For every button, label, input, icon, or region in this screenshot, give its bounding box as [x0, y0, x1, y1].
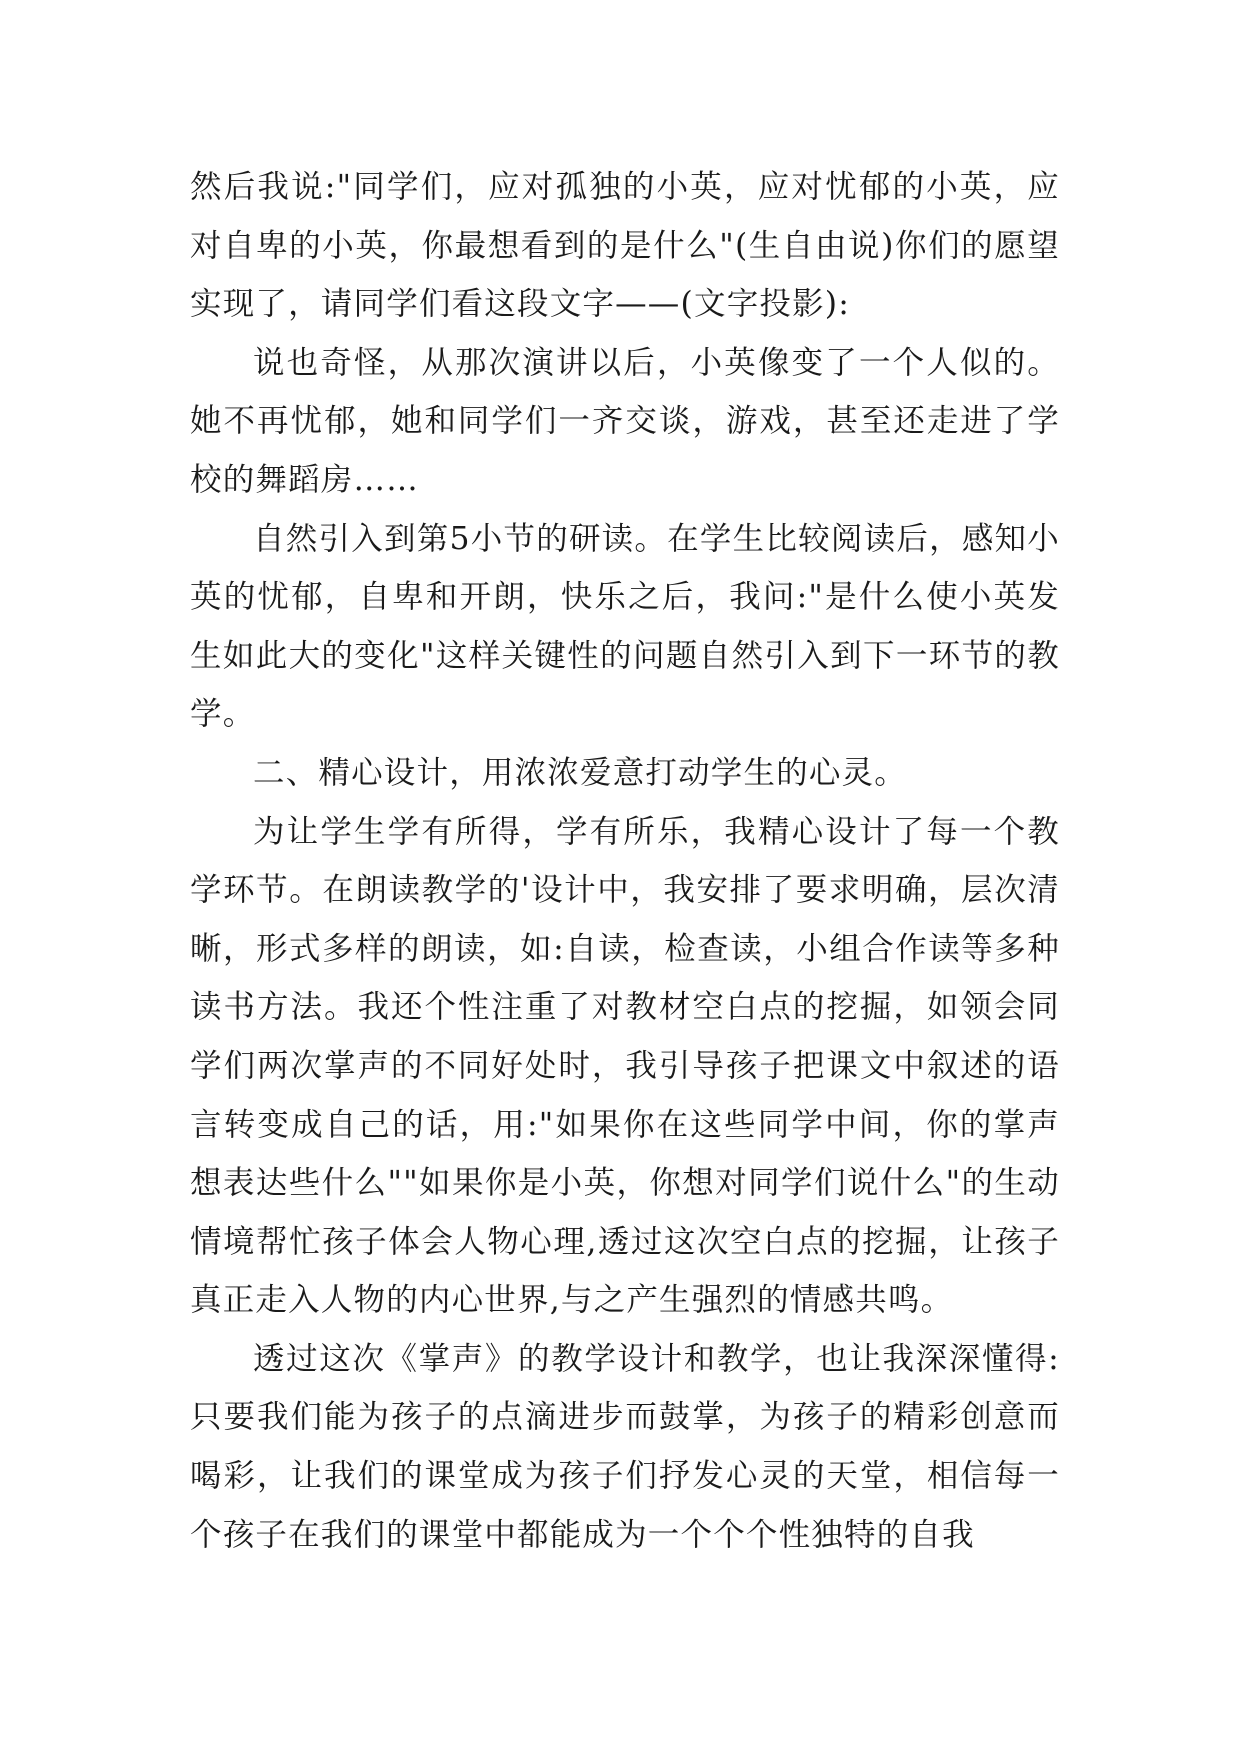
paragraph-quote: 说也奇怪，从那次演讲以后，小英像变了一个人似的。她不再忧郁，她和同学们一齐交谈，游戏，甚至还走进了学校的舞蹈房…… [190, 344, 1060, 498]
paragraph-conclusion: 透过这次《掌声》的教学设计和教学，也让我深深懂得:只要我们能为孩子的点滴进步而鼓掌，为孩子的精彩创意而喝彩，让我们的课堂成为孩子们抒发心灵的天堂，相信每一个孩子在我们的课堂中都能成为一个个个性独特的自我 [190, 1340, 1060, 1553]
section-heading: 二、精心设计，用浓浓爱意打动学生的心灵。 [253, 754, 908, 791]
paragraph-analysis: 自然引入到第5小节的研读。在学生比较阅读后，感知小英的忧郁，自卑和开朗，快乐之后，我问:"是什么使小英发生如此大的变化"这样关键性的问题自然引入到下一环节的教学。 [190, 520, 1060, 733]
paragraph-design: 为让学生学有所得，学有所乐，我精心设计了每一个教学环节。在朗读教学的'设计中，我安排了要求明确，层次清晰，形式多样的朗读，如:自读，检查读，小组合作读等多种读书方法。我还个性注重了对教材空白点的挖掘，如领会同学们两次掌声的不同好处时，我引导孩子把课文中叙述的语言转变成自己的话，用:"如果你在这些同学中间，你的掌声想表达些什么""如果你是小英，你想对同学们说什么"的生动情境帮忙孩子体会人物心理,透过这次空白点的挖掘，让孩子真正走入人物的内心世界,与之产生强烈的情感共鸣。 [190, 813, 1060, 1319]
document-body [190, 158, 1060, 1564]
paragraph-continuation: 然后我说:"同学们，应对孤独的小英，应对忧郁的小英，应对自卑的小英，你最想看到的是什么"(生自由说)你们的愿望实现了，请同学们看这段文字——(文字投影): [190, 169, 1060, 323]
